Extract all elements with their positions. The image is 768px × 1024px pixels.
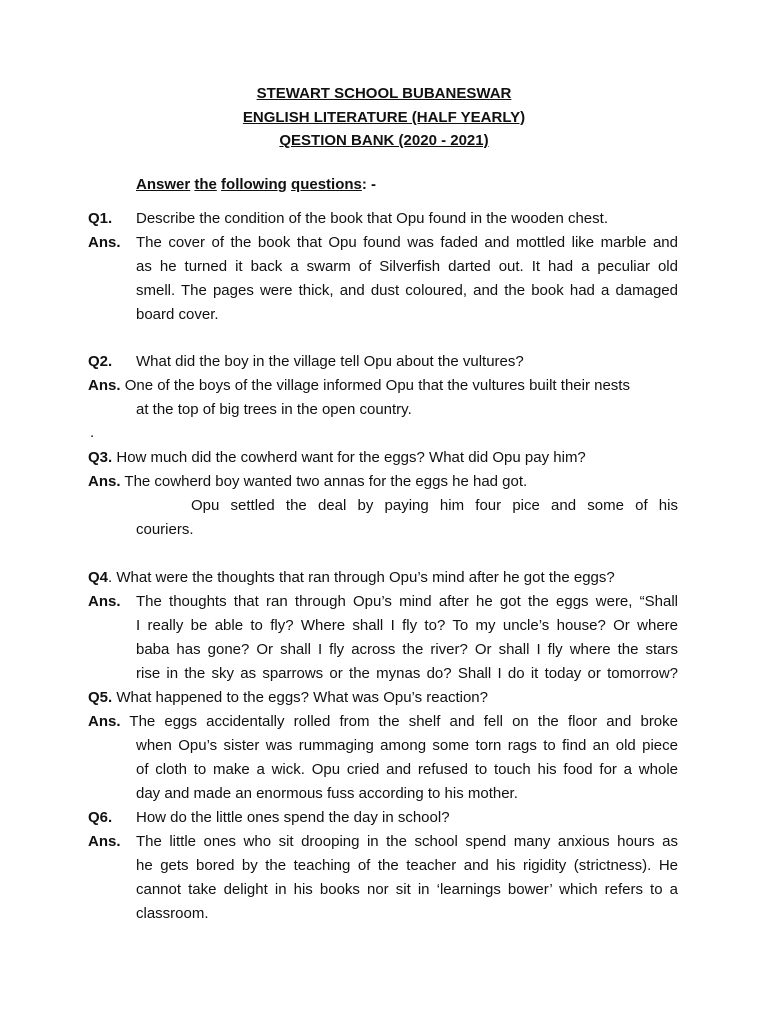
q3-answer-text: The cowherd boy wanted two annas for the eggs he had got. — [124, 473, 528, 490]
document-header — [0, 82, 768, 153]
bank-title: QESTION BANK (2020 - 2021) — [279, 132, 489, 149]
q5-answer-line: of cloth to make a wick. Opu cried and refused to touch his food for a whole — [136, 761, 678, 778]
q2-question: What did the boy in the village tell Opu about the vultures? — [136, 353, 524, 370]
q6-answer-line: he gets bored by the teaching of the teacher and his rigidity (strictness). He — [136, 857, 678, 874]
q5-label: Q5. — [88, 689, 113, 706]
q3-question-line — [88, 449, 586, 466]
q4-answer-label: Ans. — [88, 593, 121, 610]
q6-answer-line: classroom. — [136, 905, 209, 922]
q4-answer-line: rise in the sky as sparrows or the mynas do? Shall I do it today or tomorrow? — [136, 665, 678, 682]
q5-answer-line: day and made an enormous fuss according to his mother. — [136, 785, 518, 802]
q4-question-line — [88, 569, 615, 586]
q1-answer-line: The cover of the book that Opu found was faded and mottled like marble and — [136, 234, 678, 251]
q2-answer-line: at the top of big trees in the open country. — [136, 401, 412, 418]
q6-answer-label: Ans. — [88, 833, 121, 850]
q1-answer-line: as he turned it back a swarm of Silverfish darted out. It had a peculiar old — [136, 258, 678, 275]
instruction-line — [136, 176, 376, 193]
q2-answer-first-line — [88, 377, 678, 394]
instruction-word-1: Answer — [136, 176, 191, 193]
q5-answer-text: The eggs accidentally rolled from the shelf and fell on the floor and broke — [129, 713, 678, 730]
q6-answer-line: cannot take delight in his books nor sit in ‘learnings bower’ which refers to a — [136, 881, 678, 898]
q6-question: How do the little ones spend the day in school? — [136, 809, 450, 826]
q1-question: Describe the condition of the book that Opu found in the wooden chest. — [136, 210, 608, 227]
q5-question: What happened to the eggs? What was Opu’s reaction? — [116, 689, 488, 706]
school-name: STEWART SCHOOL BUBANESWAR — [256, 85, 512, 102]
q1-answer-line: smell. The pages were thick, and dust coloured, and the book had a damaged — [136, 282, 678, 299]
q3-answer-line: couriers. — [136, 521, 194, 538]
q2-answer-label: Ans. — [88, 377, 121, 394]
stray-dot: . — [90, 424, 95, 441]
q4-question: . What were the thoughts that ran through Opu’s mind after he got the eggs? — [108, 569, 615, 586]
instruction-word-4: questions — [291, 176, 362, 193]
q1-answer-label: Ans. — [88, 234, 121, 251]
q1-label: Q1. — [88, 210, 113, 227]
instruction-tail: : - — [361, 176, 377, 193]
q2-answer-text: One of the boys of the village informed Opu that the vultures built their nests — [124, 377, 630, 394]
q5-answer-line: when Opu’s sister was rummaging among some torn rags to find an old piece — [136, 737, 678, 754]
q3-label: Q3. — [88, 449, 113, 466]
q5-question-line — [88, 689, 488, 706]
q2-label: Q2. — [88, 353, 113, 370]
q1-answer-line: board cover. — [136, 306, 219, 323]
q3-answer-first-line — [88, 473, 527, 490]
q4-label: Q4 — [88, 569, 109, 586]
instruction-word-3: following — [221, 176, 287, 193]
q4-answer-line: I really be able to fly? Where shall I fly to? To my uncle’s house? Or where — [136, 617, 678, 634]
q6-label: Q6. — [88, 809, 113, 826]
q3-answer-line: Opu settled the deal by paying him four pice and some of his — [191, 497, 678, 514]
q5-answer-label: Ans. — [88, 713, 121, 730]
q4-answer-line: The thoughts that ran through Opu’s mind after he got the eggs were, “Shall — [136, 593, 678, 610]
q5-answer-first-line — [88, 713, 678, 730]
q4-answer-line: baba has gone? Or shall I fly across the river? Or shall I fly where the stars — [136, 641, 678, 658]
q3-question: How much did the cowherd want for the eggs? What did Opu pay him? — [116, 449, 586, 466]
q3-answer-label: Ans. — [88, 473, 121, 490]
subject-title: ENGLISH LITERATURE (HALF YEARLY) — [242, 108, 526, 126]
instruction-word-2: the — [194, 176, 217, 193]
q6-answer-line: The little ones who sit drooping in the school spend many anxious hours as — [136, 833, 678, 850]
